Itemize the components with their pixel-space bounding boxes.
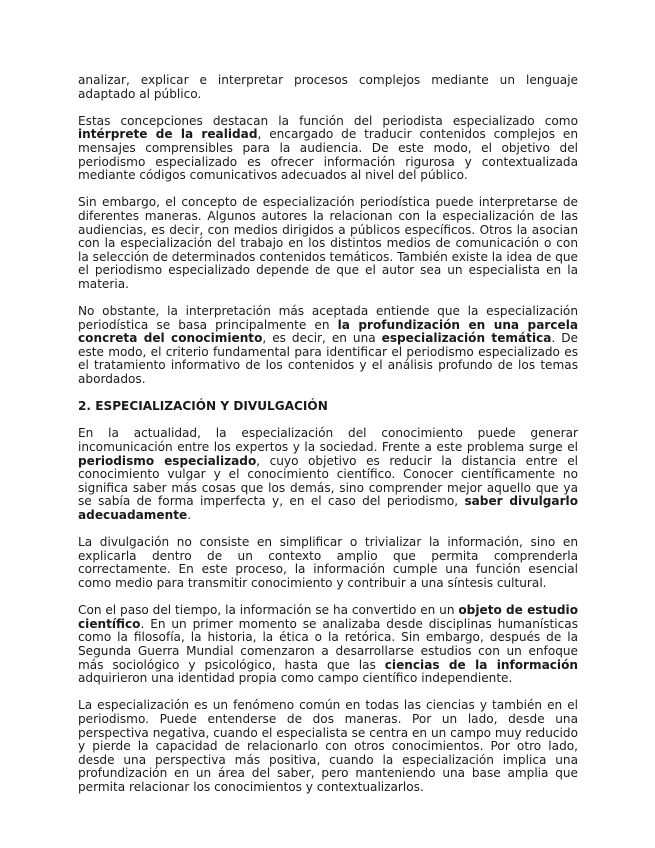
bold-phrase: especialización temática: [381, 331, 552, 346]
document-page: [78, 74, 578, 794]
paragraph-1: analizar, explicar e interpretar procesos complejos mediante un lenguaje adaptado al público.: [78, 73, 578, 101]
bold-phrase: la profundización en una parcela concreta del conocimiento: [78, 317, 578, 346]
bold-phrase: objeto de estudio científico: [78, 603, 578, 631]
paragraph-5: En la actualidad, la especialización del conocimiento puede generar incomunicación entre los expertos y la sociedad. Frente a este problema surge el periodismo especializado, cuyo objetivo es reducir la distancia entre el conocimiento vulgar y el conocimiento científico. Conocer científicamente no significa saber más cosas que los demás, sino comprender mejor aquello que ya se sabía de forma imperfecta y, en el caso del periodismo, saber divulgarlo adecuadamente.: [78, 426, 579, 522]
paragraph-3: Sin embargo, el concepto de especialización periodística puede interpretarse de diferentes maneras. Algunos autores la relacionan con la especialización de las audiencias, es decir, con medios dirigidos a públicos específicos. Otros la asocian con la especialización del trabajo en los distintos medios de comunicación o con la selección de determinados contenidos temáticos. También existe la idea de que el periodismo especializado depende de que el autor sea un especialista en la materia.: [78, 195, 578, 291]
paragraph-6: La divulgación no consiste en simplificar o trivializar la información, sino en explicarla dentro de un contexto amplio que permita comprenderla correctamente. En este proceso, la información cumple una función esencial como medio para transmitir conocimiento y contribuir a una síntesis cultural.: [78, 535, 578, 590]
paragraph-2: Estas concepciones destacan la función del periodista especializado como intérprete de la realidad, encargado de traducir contenidos complejos en mensajes comprensibles para la audiencia. De este modo, el objetivo del periodismo especializado es ofrecer información rigurosa y contextualizada mediante códigos comunicativos adecuados al nivel del público.: [78, 113, 578, 183]
paragraph-7: Con el paso del tiempo, la información se ha convertido en un objeto de estudio científico. En un primer momento se analizaba desde disciplinas humanísticas como la filosofía, la historia, la ética o la retórica. Sin embargo, después de la Segunda Guerra Mundial comenzaron a desarrollarse estudios con un enfoque más sociológico y psicológico, hasta que las ciencias de la información adquirieron una identidad propia como campo científico independiente.: [78, 603, 578, 686]
bold-phrase: periodismo especializado: [78, 453, 257, 468]
bold-phrase: intérprete de la realidad: [78, 127, 258, 142]
section-heading: 2. ESPECIALIZACIÓN Y DIVULGACIÓN: [78, 399, 328, 414]
bold-phrase: saber divulgarlo adecuadamente: [78, 494, 579, 522]
paragraph-8: La especialización es un fenómeno común en todas las ciencias y también en el periodismo. Puede entenderse de dos maneras. Por un lado, desde una perspectiva negativa, cuando el especialista se centra en un campo muy reducido y pierde la capacidad de relacionarlo con otros conocimientos. Por otro lado, desde una perspectiva más positiva, cuando la especialización implica una profundización en un área del saber, pero manteniendo una base amplia que permita relacionar los conocimientos y contextualizarlos.: [78, 698, 578, 794]
paragraph-4: No obstante, la interpretación más aceptada entiende que la especialización periodística se basa principalmente en la profundización en una parcela concreta del conocimiento, es decir, en una especialización temática. De este modo, el criterio fundamental para identificar el periodismo especializado es el tratamiento informativo de los contenidos y el análisis profundo de los temas abordados.: [78, 304, 578, 387]
bold-phrase: ciencias de la información: [384, 657, 578, 672]
